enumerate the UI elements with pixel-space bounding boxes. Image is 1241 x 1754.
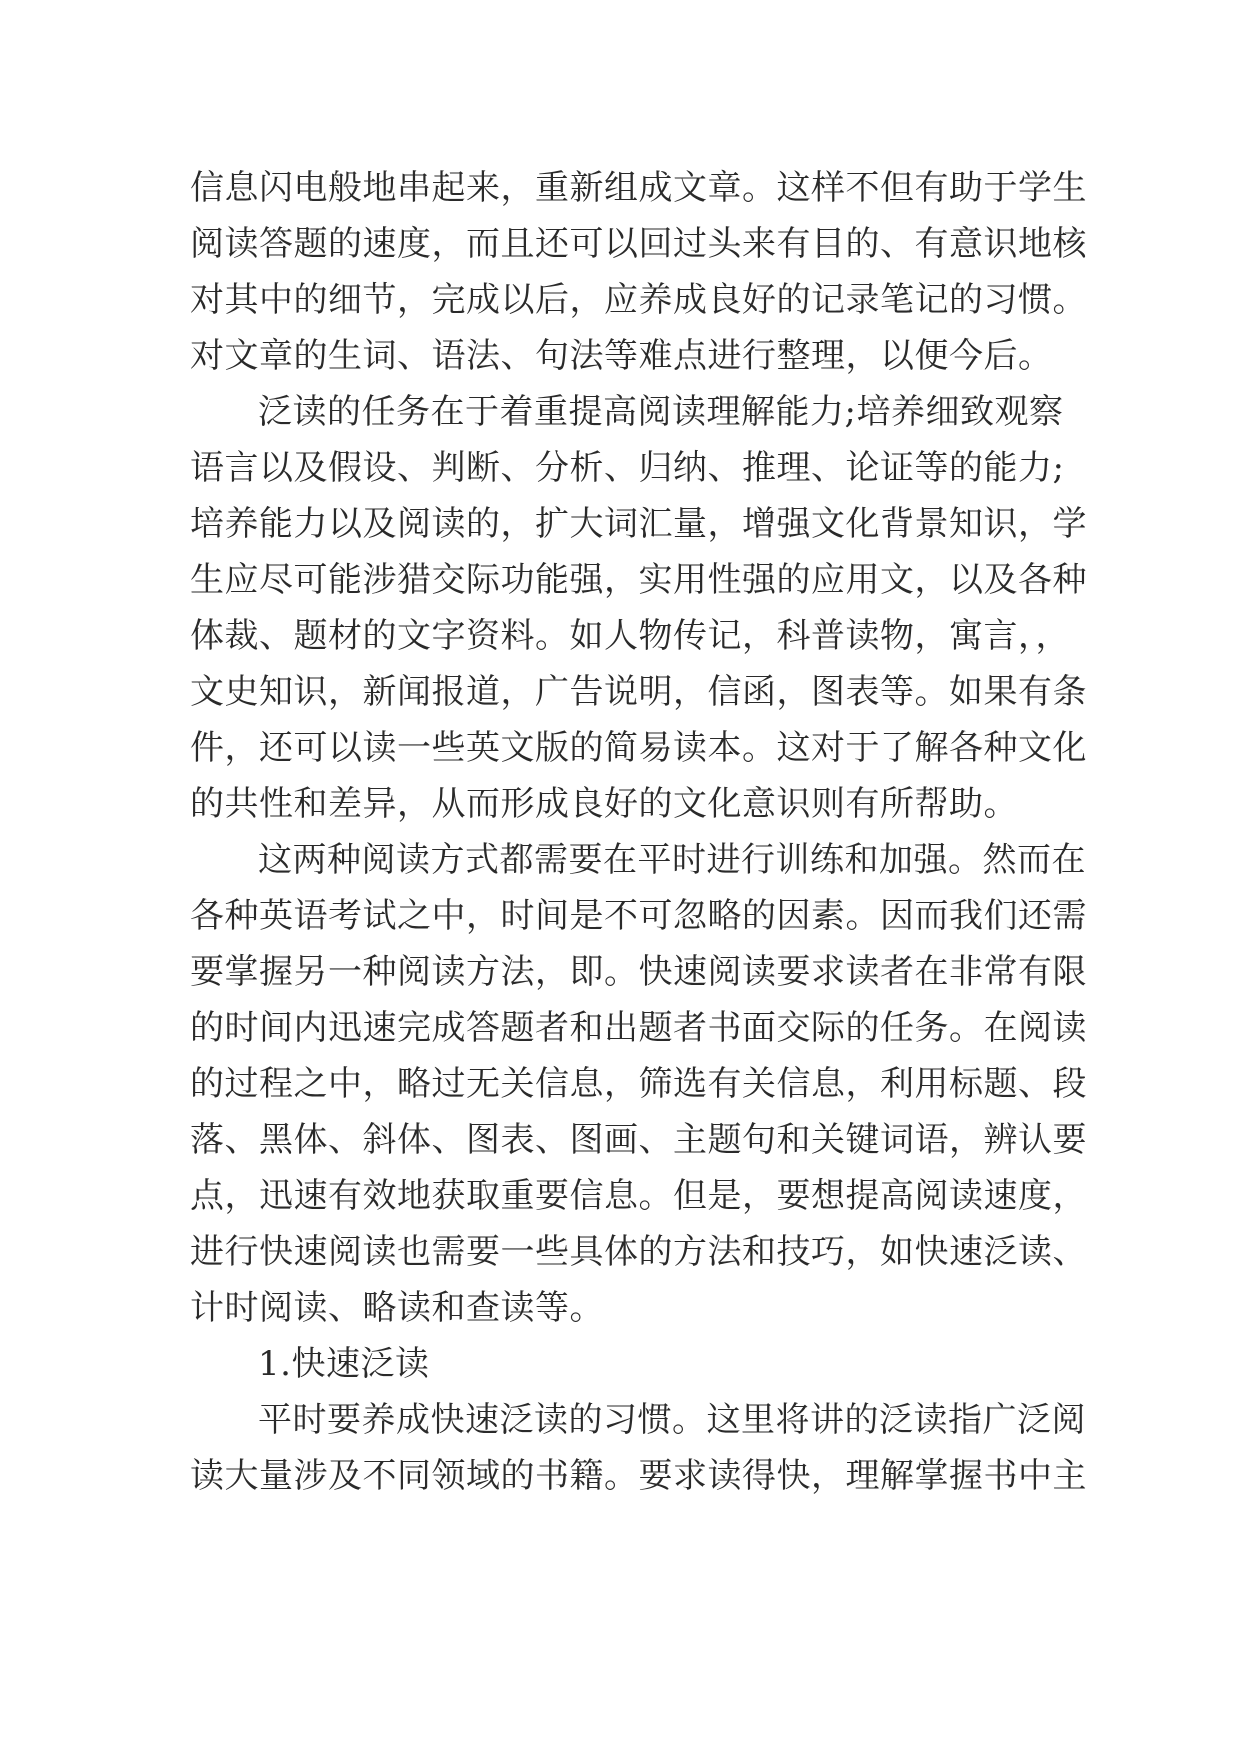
text-line: 的过程之中，略过无关信息，筛选有关信息，利用标题、段 xyxy=(190,1064,1087,1104)
text-line: 体裁、题材的文字资料。如人物传记，科普读物，寓言，， xyxy=(190,616,1070,656)
text-line: 的共性和差异，从而形成良好的文化意识则有所帮助。 xyxy=(190,784,1018,824)
text-line: 生应尽可能涉猎交际功能强，实用性强的应用文，以及各种 xyxy=(190,560,1087,600)
text-line: 培养能力以及阅读的，扩大词汇量，增强文化背景知识，学 xyxy=(190,504,1087,544)
text-line: 这两种阅读方式都需要在平时进行训练和加强。然而在 xyxy=(258,840,1086,880)
text-line: 读大量涉及不同领域的书籍。要求读得快，理解掌握书中主 xyxy=(190,1456,1087,1496)
text-line: 计时阅读、略读和查读等。 xyxy=(190,1288,604,1328)
text-line: 的时间内迅速完成答题者和出题者书面交际的任务。在阅读 xyxy=(190,1008,1087,1048)
text-line: 对文章的生词、语法、句法等难点进行整理，以便今后。 xyxy=(190,336,1053,376)
text-line: 平时要养成快速泛读的习惯。这里将讲的泛读指广泛阅 xyxy=(258,1400,1086,1440)
text-line: 进行快速阅读也需要一些具体的方法和技巧，如快速泛读、 xyxy=(190,1232,1087,1272)
text-line: 语言以及假设、判断、分析、归纳、推理、论证等的能力; xyxy=(190,448,1065,488)
text-line: 件，还可以读一些英文版的简易读本。这对于了解各种文化 xyxy=(190,728,1087,768)
text-line: 泛读的任务在于着重提高阅读理解能力;培养细致观察 xyxy=(258,392,1064,432)
text-line: 点，迅速有效地获取重要信息。但是，要想提高阅读速度， xyxy=(190,1176,1087,1216)
text-line: 对其中的细节，完成以后，应养成良好的记录笔记的习惯。 xyxy=(190,280,1087,320)
text-line: 信息闪电般地串起来，重新组成文章。这样不但有助于学生 xyxy=(190,168,1087,208)
text-line: 阅读答题的速度，而且还可以回过头来有目的、有意识地核 xyxy=(190,224,1087,264)
text-line: 要掌握另一种阅读方法，即。快速阅读要求读者在非常有限 xyxy=(190,952,1087,992)
text-line: 落、黑体、斜体、图表、图画、主题句和关键词语，辨认要 xyxy=(190,1120,1087,1160)
text-line: 文史知识，新闻报道，广告说明，信函，图表等。如果有条 xyxy=(190,672,1087,712)
section-heading: 1.快速泛读 xyxy=(258,1344,430,1384)
text-line: 各种英语考试之中，时间是不可忽略的因素。因而我们还需 xyxy=(190,896,1087,936)
